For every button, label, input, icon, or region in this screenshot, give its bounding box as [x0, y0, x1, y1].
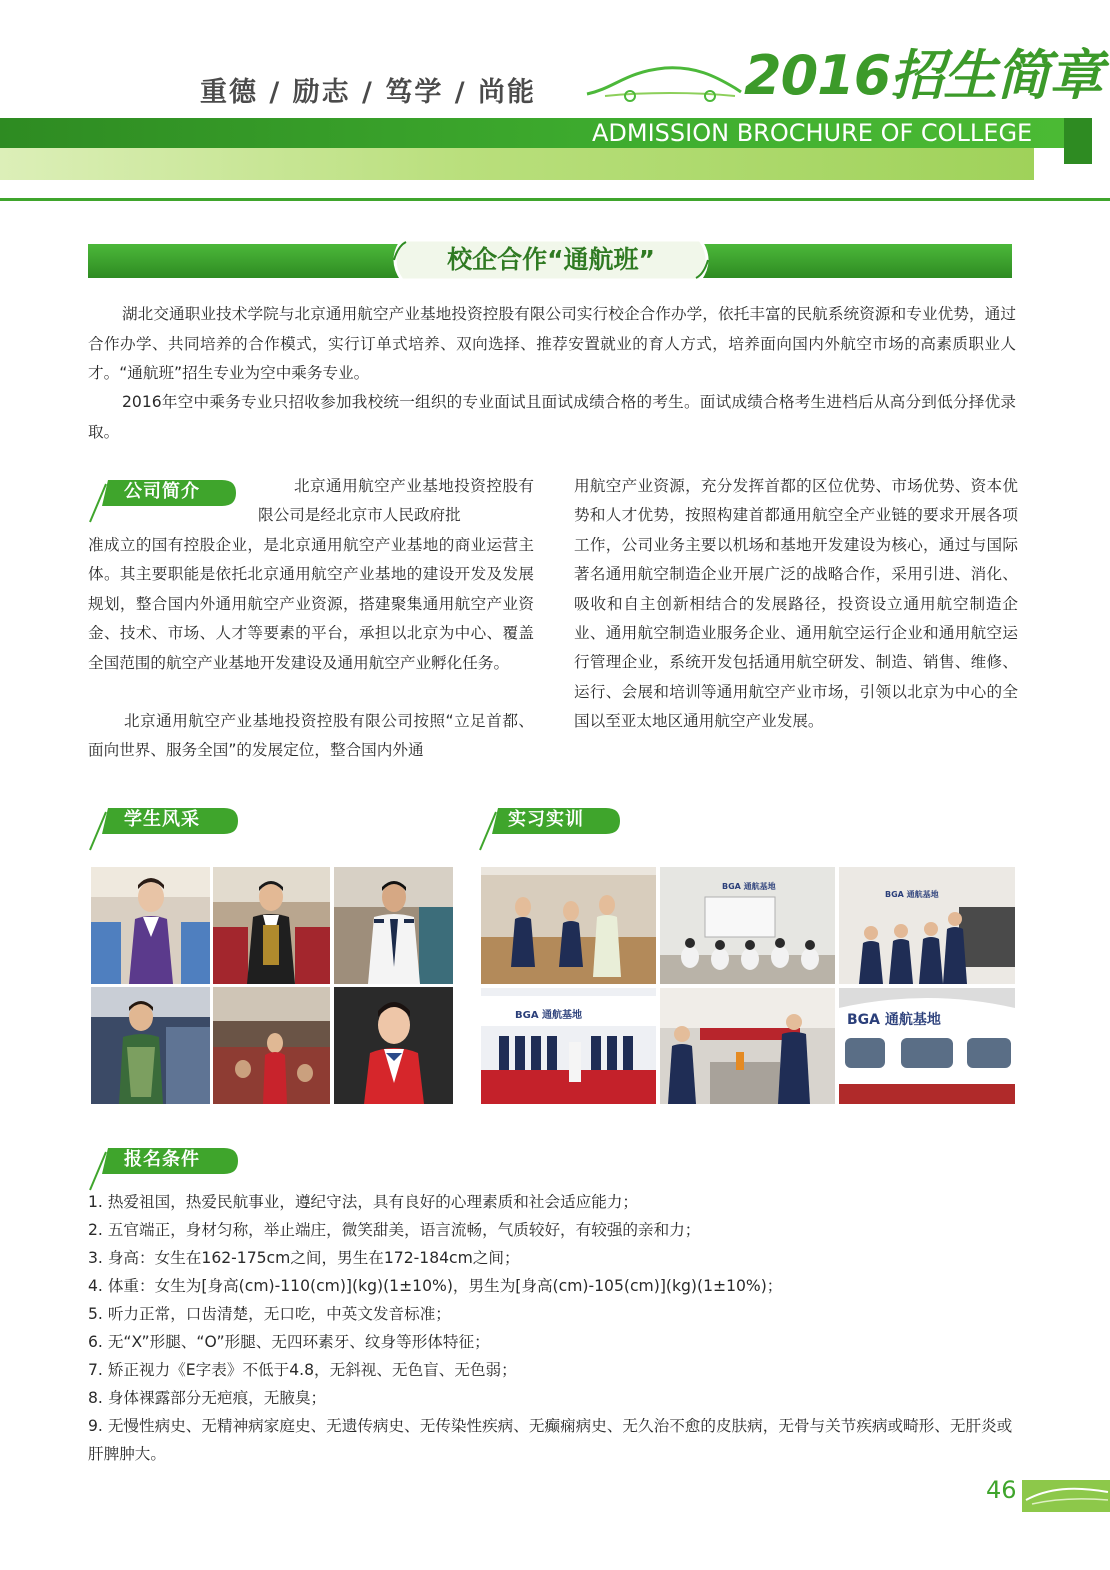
training-photo: [839, 988, 1015, 1104]
requirement-item: 2. 五官端正，身材匀称，举止端庄，微笑甜美，语言流畅，气质较好，有较强的亲和力；: [88, 1221, 701, 1239]
student-photo: [213, 867, 330, 984]
car-logo-icon: [585, 58, 745, 104]
motto: 重德 / 励志 / 笃学 / 尚能: [200, 77, 536, 108]
bga-sign: BGA 通航基地: [722, 882, 776, 891]
section-title: 校企合作“通航班”: [447, 245, 655, 274]
footer-swoosh-icon: [1018, 1470, 1110, 1512]
requirement-item: 1. 热爱祖国，热爱民航事业，遵纪守法，具有良好的心理素质和社会适应能力；: [88, 1193, 639, 1211]
requirement-item: 7. 矫正视力《E字表》不低于4.8，无斜视、无色盲、无色弱；: [88, 1361, 517, 1379]
student-photo: [334, 987, 453, 1104]
requirement-item: 6. 无“X”形腿、“O”形腿、无四环素牙、纹身等形体特征；: [88, 1333, 490, 1351]
page-number: 46: [986, 1476, 1017, 1504]
student-photo: [213, 987, 330, 1104]
company-text-1: 北京通用航空产业基地投资控股有限公司是经北京市人民政府批: [258, 477, 534, 525]
header-divider: [0, 198, 1110, 201]
company-text-right: 用航空产业资源，充分发挥首都的区位优势、市场优势、资本优势和人才优势，按照构建首都通用航空全产业链的要求开展各项工作，公司业务主要以机场和基地开发建设为核心，通过与国际著名通用航空制造企业开展广泛的战略合作，采用引进、消化、吸收和自主创新相结合的发展路径，投资设立通用航空制造企业、通用航空制造业服务企业、通用航空运行企业和通用航空运行管理企业，系统开发包括通用航空研发、制造、销售、维修、运行、会展和培训等通用航空产业市场，引领以北京为中心的全国以至亚太地区通用航空产业发展。: [574, 477, 1018, 731]
training-heading: 实习实训: [508, 809, 584, 830]
header-band-light: [0, 148, 1034, 180]
intro-paragraph-2: 2016年空中乘务专业只招收参加我校统一组织的专业面试且面试成绩合格的考生。面试成绩合格考生进档后从高分到低分择优录取。: [88, 393, 1016, 441]
student-photo: [334, 867, 453, 984]
company-text-3: 北京通用航空产业基地投资控股有限公司按照“立足首都、面向世界、服务全国”的发展定位，整合国内外通: [88, 712, 534, 760]
training-photo: [660, 988, 835, 1104]
requirements-list: [88, 1188, 1018, 1468]
student-photo: [91, 867, 210, 984]
requirement-item: 4. 体重：女生为[身高(cm)-110(cm)](kg)(1±10%)，男生为[身高(cm)-105(cm)](kg)(1±10%)；: [88, 1277, 783, 1295]
requirements-heading-tag: [88, 1146, 240, 1174]
student-photo: [91, 987, 210, 1104]
company-text-2: 准成立的国有控股企业，是北京通用航空产业基地的商业运营主体。其主要职能是依托北京通用航空产业基地的建设开发及发展规划，整合国内外通用航空产业资源，搭建聚集通用航空产业资金、技术、市场、人才等要素的平台，承担以北京为中心、覆盖全国范围的航空产业基地开发建设及通用航空产业孵化任务。: [88, 536, 534, 672]
students-heading-tag: [88, 806, 240, 834]
bga-sign: BGA 通航基地: [847, 1012, 941, 1028]
bga-sign: BGA 通航基地: [515, 1010, 583, 1021]
brochure-title: 2016招生简章: [744, 44, 1103, 107]
training-photo: [660, 867, 835, 984]
training-photo: [839, 867, 1015, 984]
training-photo: [481, 867, 656, 984]
requirement-item: 5. 听力正常，口齿清楚，无口吃，中英文发音标准；: [88, 1305, 451, 1323]
requirement-item: 8. 身体裸露部分无疤痕，无腋臭；: [88, 1389, 327, 1407]
intro-paragraph-1: 湖北交通职业技术学院与北京通用航空产业基地投资控股有限公司实行校企合作办学，依托丰富的民航系统资源和专业优势，通过合作办学、共同培养的合作模式，实行订单式培养、双向选择、推荐安置就业的育人方式，培养面向国内外航空市场的高素质职业人才。“通航班”招生专业为空中乘务专业。: [88, 305, 1016, 382]
requirement-item: 3. 身高：女生在162-175cm之间，男生在172-184cm之间；: [88, 1249, 520, 1267]
bga-sign: BGA 通航基地: [885, 890, 939, 899]
company-heading: 公司简介: [124, 481, 200, 502]
training-photo: [481, 988, 656, 1104]
company-heading-tag: [88, 478, 238, 506]
header-band-end: [1064, 118, 1092, 164]
training-heading-tag: [478, 806, 622, 834]
requirements-heading: 报名条件: [124, 1149, 200, 1170]
requirement-item: 9. 无慢性病史、无精神病家庭史、无遗传病史、无传染性疾病、无癫痫病史、无久治不愈的皮肤病，无骨与关节疾病或畸形、无肝炎或肝脾肿大。: [88, 1417, 1013, 1463]
brochure-subtitle: ADMISSION BROCHURE OF COLLEGE: [592, 119, 1033, 147]
students-heading: 学生风采: [124, 809, 200, 830]
